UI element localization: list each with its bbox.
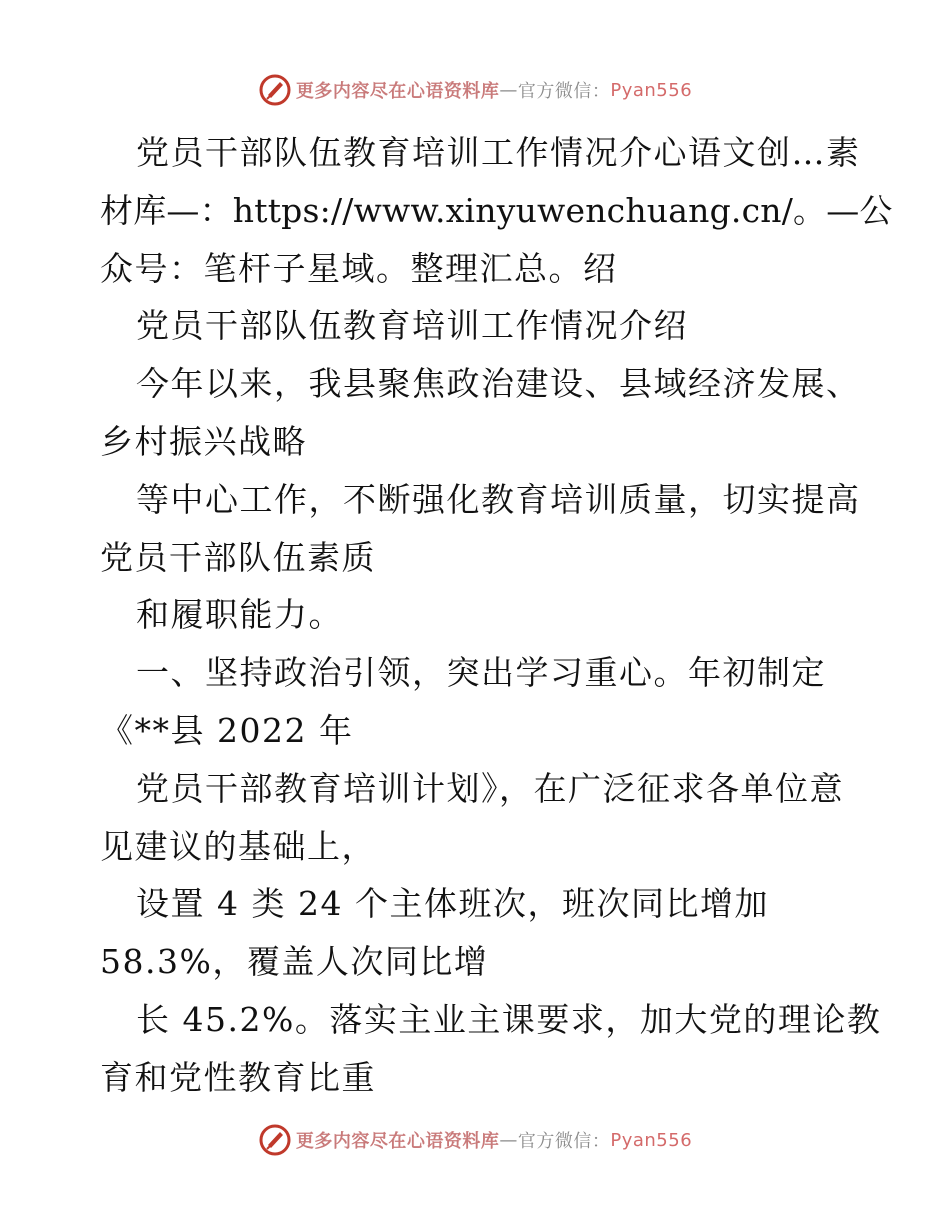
body-line-12: 党员干部教育培训计划》，在广泛征求各单位意 — [136, 768, 844, 808]
body-line-4: 党员干部队伍教育培训工作情况介绍 — [136, 306, 688, 346]
document-body — [100, 124, 893, 1107]
body-line-8: 党员干部队伍素质 — [100, 537, 376, 577]
body-line-1: 党员干部队伍教育培训工作情况介心语文创…素 — [136, 133, 861, 172]
banner-wechat-label: 官方微信： — [517, 1131, 611, 1152]
body-line-10: 一、坚持政治引领，突出学习重心。年初制定 — [136, 653, 826, 693]
banner-wechat-label: 官方微信： — [517, 81, 611, 102]
logo-icon — [258, 73, 292, 107]
banner-wechat-id: Pyan556 — [610, 1129, 693, 1151]
banner-dash: — — [499, 79, 518, 101]
logo-icon — [258, 1123, 292, 1157]
body-line-9: 和履职能力。 — [136, 595, 343, 635]
body-line-3: 众号：笔杆子星域。整理汇总。绍 — [100, 248, 618, 288]
banner-text-main: 更多内容尽在心语资料库 — [295, 81, 500, 102]
header-banner — [0, 70, 950, 110]
body-line-6: 乡村振兴战略 — [100, 421, 307, 461]
body-line-11: 《**县 2022 年 — [100, 710, 354, 750]
body-line-7: 等中心工作，不断强化教育培训质量，切实提高 — [136, 479, 861, 519]
body-line-16: 长 45.2%。落实主业主课要求，加大党的理论教 — [136, 999, 882, 1039]
body-line-14: 设置 4 类 24 个主体班次，班次同比增加 — [136, 884, 769, 924]
body-line-15: 58.3%，覆盖人次同比增 — [100, 942, 489, 982]
body-line-13: 见建议的基础上， — [100, 826, 376, 866]
footer-banner — [0, 1120, 950, 1160]
banner-text-main: 更多内容尽在心语资料库 — [295, 1131, 500, 1152]
banner-wechat-id: Pyan556 — [610, 79, 693, 101]
body-line-2: 材库—：https://www.xinyuwenchuang.cn/。—公 — [100, 190, 893, 230]
banner-dash: — — [499, 1129, 518, 1151]
body-line-5: 今年以来，我县聚焦政治建设、县域经济发展、 — [136, 364, 861, 404]
body-line-17: 育和党性教育比重 — [100, 1057, 376, 1097]
